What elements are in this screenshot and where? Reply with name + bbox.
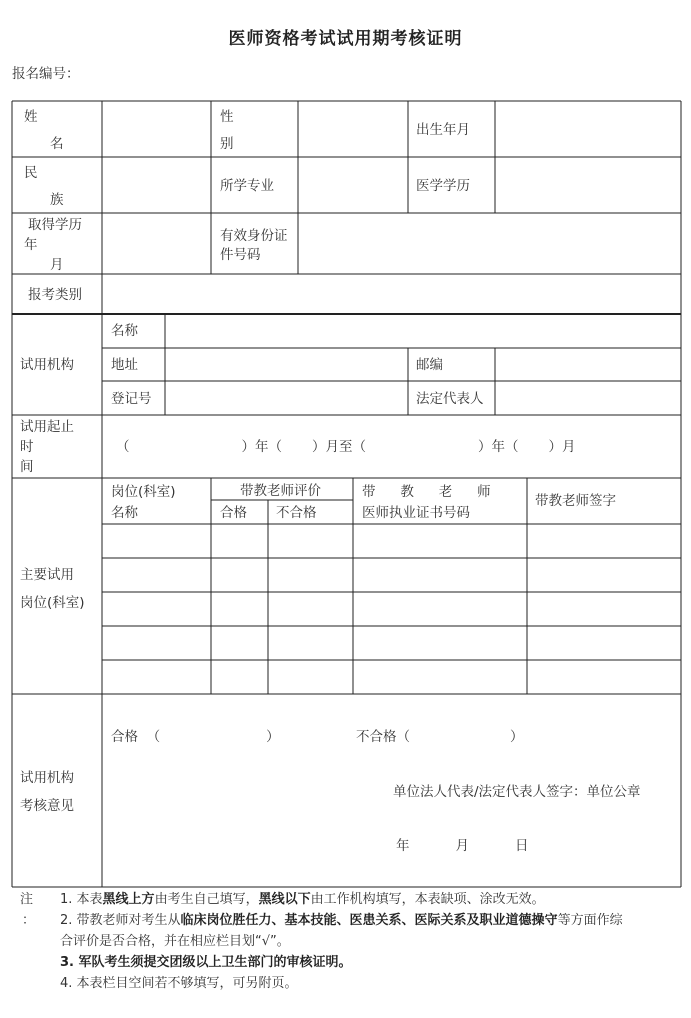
label-category: 报考类别 xyxy=(28,287,82,303)
label-eval: 带教老师评价 xyxy=(240,483,321,499)
label-inst-zip: 邮编 xyxy=(416,357,443,373)
notes-label-1: 注 xyxy=(20,892,34,907)
label-teacher-1: 带 教 老 师 xyxy=(362,484,494,500)
label-period-1: 试用起止 xyxy=(20,419,74,435)
period-value: （ ）年（ ）月至（ ）年（ ）月 xyxy=(116,439,576,455)
label-period-2: 时 xyxy=(20,439,34,455)
note-3: 3. 军队考生须提交团级以上卫生部门的审核证明。 xyxy=(60,955,352,970)
opinion-signature: 单位法人代表/法定代表人签字：单位公章 xyxy=(393,784,641,800)
label-ethnic-1: 民 xyxy=(24,165,38,181)
label-teacher-2: 医师执业证书号码 xyxy=(362,505,470,521)
label-id-2: 件号码 xyxy=(220,247,261,263)
label-post-1: 岗位(科室) xyxy=(111,484,176,500)
opinion-pass: 合格 （ ） xyxy=(111,729,280,745)
page-title: 医师资格考试试用期考核证明 xyxy=(228,29,463,49)
opinion-fail: 不合格（ ） xyxy=(356,729,524,745)
label-sex-2: 别 xyxy=(220,136,234,152)
label-degree: 医学学历 xyxy=(416,178,470,194)
label-name-2: 名 xyxy=(50,136,64,152)
label-ethnic-2: 族 xyxy=(50,192,64,208)
note-2: 2. 带教老师对考生从临床岗位胜任力、基本技能、医患关系、医际关系及职业道德操守等方面作综 xyxy=(60,913,623,928)
label-grad-3: 月 xyxy=(50,257,64,273)
label-pass: 合格 xyxy=(220,505,247,521)
label-major: 所学专业 xyxy=(220,178,274,194)
label-fail: 不合格 xyxy=(276,505,317,521)
label-period-3: 间 xyxy=(20,459,34,475)
label-post-2: 名称 xyxy=(111,505,138,521)
note-4: 4. 本表栏目空间若不够填写，可另附页。 xyxy=(60,976,298,991)
label-main-2: 岗位(科室) xyxy=(20,595,85,611)
note-1: 1. 本表黑线上方由考生自己填写，黑线以下由工作机构填写，本表缺项、涂改无效。 xyxy=(60,892,545,907)
label-inst-name: 名称 xyxy=(111,323,138,339)
label-id-1: 有效身份证 xyxy=(220,228,288,244)
label-sex-1: 性 xyxy=(220,109,234,125)
label-opinion-2: 考核意见 xyxy=(20,798,74,814)
label-inst-address: 地址 xyxy=(111,357,138,373)
label-birth: 出生年月 xyxy=(416,122,470,138)
registration-number-label: 报名编号： xyxy=(12,66,80,82)
label-inst-rep: 法定代表人 xyxy=(416,391,484,407)
label-opinion-1: 试用机构 xyxy=(20,770,74,786)
opinion-date: 年 月 日 xyxy=(396,838,529,854)
label-sign: 带教老师签字 xyxy=(535,493,616,509)
label-main-1: 主要试用 xyxy=(20,567,74,583)
label-grad-2: 年 xyxy=(24,237,38,253)
notes-label-2: ： xyxy=(22,913,36,928)
label-grad-1: 取得学历 xyxy=(28,217,82,233)
label-inst-reg: 登记号 xyxy=(111,391,152,407)
label-institution: 试用机构 xyxy=(20,357,74,373)
label-name-1: 姓 xyxy=(24,109,38,125)
note-2-cont: 合评价是否合格，并在相应栏目划“√”。 xyxy=(60,934,290,949)
